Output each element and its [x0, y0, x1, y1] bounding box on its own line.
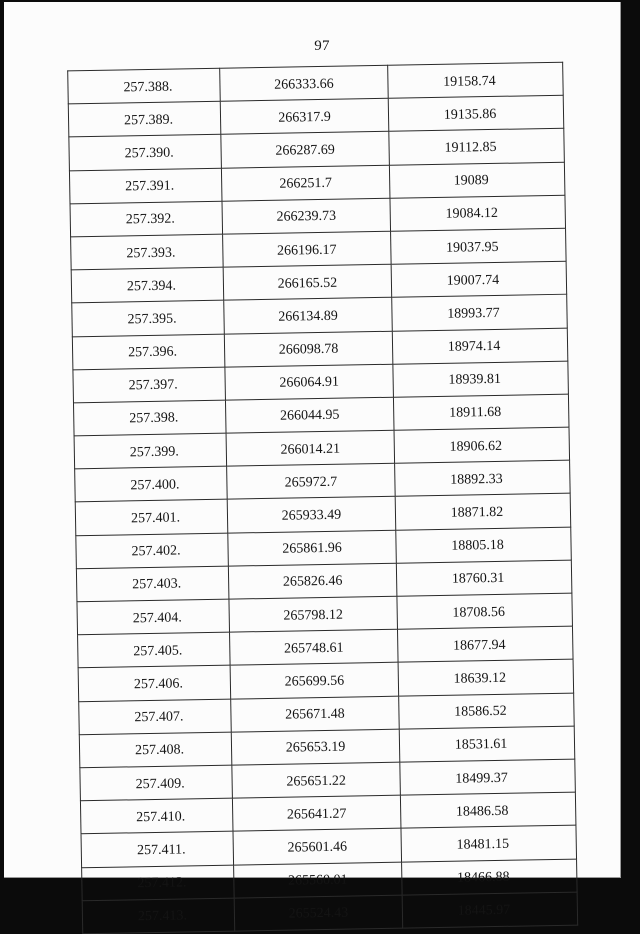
value-2-cell: 19158.74 — [388, 62, 564, 98]
row-id-cell: 257.396. — [72, 334, 225, 370]
value-1-cell: 265560.01 — [234, 862, 403, 898]
row-id-cell: 257.391. — [69, 168, 222, 204]
value-1-cell: 266251.7 — [221, 165, 390, 201]
value-2-cell: 18939.81 — [393, 361, 569, 397]
row-id-cell: 257.408. — [79, 732, 232, 768]
row-id-cell: 257.394. — [71, 267, 224, 303]
value-2-cell: 19037.95 — [391, 228, 567, 264]
row-id-cell: 257.397. — [73, 367, 226, 403]
value-1-cell: 265641.27 — [232, 795, 401, 831]
value-1-cell: 265798.12 — [229, 596, 398, 632]
value-1-cell: 266014.21 — [226, 430, 395, 466]
value-1-cell: 266098.78 — [224, 331, 393, 367]
row-id-cell: 257.389. — [68, 101, 221, 137]
value-1-cell: 266333.66 — [220, 65, 389, 101]
value-1-cell: 266165.52 — [223, 264, 392, 300]
value-2-cell: 18466.88 — [402, 859, 578, 895]
row-id-cell: 257.407. — [79, 699, 232, 735]
value-1-cell: 266317.9 — [220, 98, 389, 134]
row-id-cell: 257.398. — [73, 400, 226, 436]
row-id-cell: 257.399. — [74, 433, 227, 469]
value-1-cell: 265653.19 — [231, 729, 400, 765]
value-1-cell: 265933.49 — [227, 497, 396, 533]
value-2-cell: 18677.94 — [397, 626, 573, 662]
value-2-cell: 18639.12 — [398, 660, 574, 696]
value-1-cell: 265671.48 — [231, 696, 400, 732]
value-1-cell: 265524.43 — [234, 895, 403, 931]
row-id-cell: 257.405. — [78, 632, 231, 668]
row-id-cell: 257.393. — [71, 234, 224, 270]
row-id-cell: 257.402. — [76, 533, 229, 569]
value-2-cell: 18481.15 — [401, 825, 577, 861]
value-2-cell: 18499.37 — [400, 759, 576, 795]
value-2-cell: 18486.58 — [400, 792, 576, 828]
value-1-cell: 265861.96 — [228, 530, 397, 566]
row-id-cell: 257.409. — [80, 765, 233, 801]
row-id-cell: 257.392. — [70, 201, 223, 237]
row-id-cell: 257.401. — [75, 500, 228, 536]
row-id-cell: 257.412. — [82, 865, 235, 901]
data-table — [67, 62, 578, 934]
row-id-cell: 257.410. — [80, 798, 233, 834]
value-1-cell: 266064.91 — [225, 364, 394, 400]
document-page — [4, 2, 621, 925]
table-container — [67, 62, 576, 925]
page-number: 97 — [314, 38, 330, 54]
value-2-cell: 19007.74 — [391, 261, 567, 297]
value-2-cell: 18974.14 — [392, 328, 568, 364]
value-2-cell: 19089 — [389, 162, 565, 198]
value-1-cell: 265748.61 — [230, 629, 399, 665]
row-id-cell: 257.406. — [78, 666, 231, 702]
row-id-cell: 257.413. — [82, 898, 235, 934]
value-1-cell: 265601.46 — [233, 828, 402, 864]
value-2-cell: 18906.62 — [394, 427, 570, 463]
row-id-cell: 257.388. — [68, 68, 221, 104]
value-1-cell: 265699.56 — [230, 663, 399, 699]
row-id-cell: 257.403. — [76, 566, 229, 602]
value-2-cell: 18892.33 — [395, 460, 571, 496]
value-2-cell: 18805.18 — [396, 527, 572, 563]
value-1-cell: 266134.89 — [224, 298, 393, 334]
value-1-cell: 266196.17 — [223, 231, 392, 267]
value-1-cell: 265651.22 — [232, 762, 401, 798]
value-1-cell: 266044.95 — [225, 397, 394, 433]
row-id-cell: 257.400. — [75, 466, 228, 502]
value-2-cell: 18760.31 — [396, 560, 572, 596]
row-id-cell: 257.404. — [77, 599, 230, 635]
row-id-cell: 257.390. — [69, 135, 222, 171]
row-id-cell: 257.411. — [81, 831, 234, 867]
row-id-cell: 257.395. — [72, 300, 225, 336]
value-2-cell: 19084.12 — [390, 195, 566, 231]
value-2-cell: 18871.82 — [395, 494, 571, 530]
value-2-cell: 18531.61 — [399, 726, 575, 762]
value-1-cell: 265972.7 — [227, 463, 396, 499]
value-1-cell: 266287.69 — [221, 132, 390, 168]
value-2-cell: 18586.52 — [399, 693, 575, 729]
value-2-cell: 18445.97 — [402, 892, 578, 928]
value-2-cell: 19135.86 — [388, 95, 564, 131]
value-2-cell: 19112.85 — [389, 129, 565, 165]
value-1-cell: 266239.73 — [222, 198, 391, 234]
value-1-cell: 265826.46 — [228, 563, 397, 599]
value-2-cell: 18911.68 — [393, 394, 569, 430]
value-2-cell: 18993.77 — [392, 295, 568, 331]
table-body — [68, 62, 578, 933]
value-2-cell: 18708.56 — [397, 593, 573, 629]
